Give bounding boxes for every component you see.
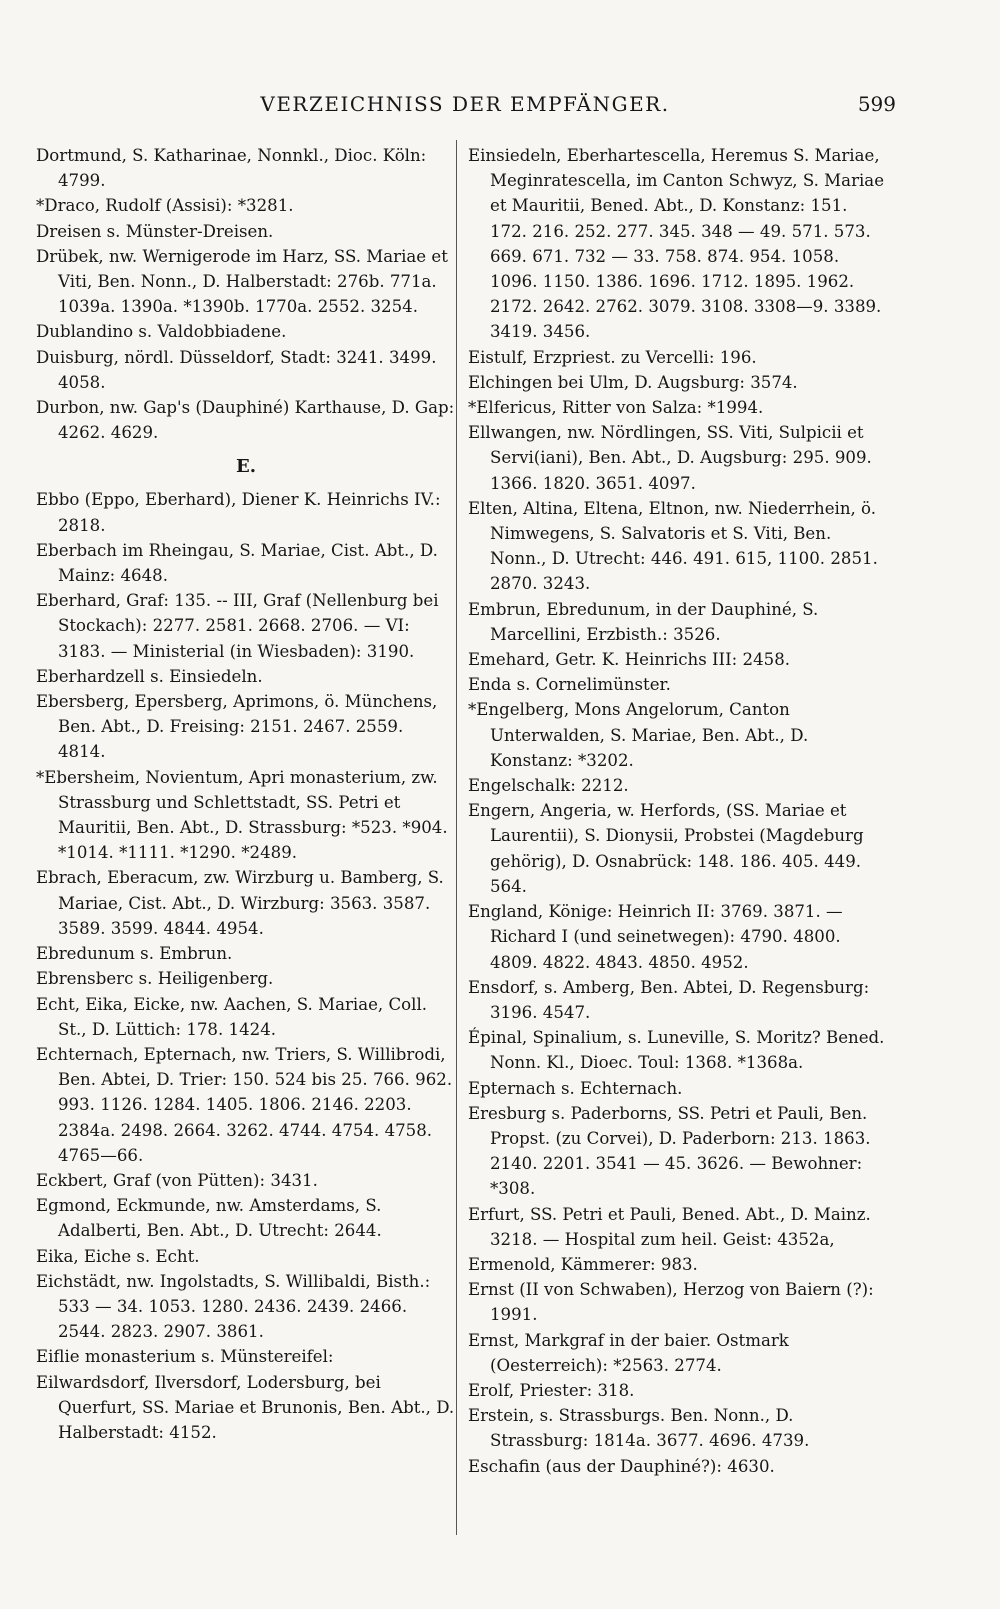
index-entry: Ermenold, Kämmerer: 983. xyxy=(468,1254,698,1274)
section-letter-heading: E. xyxy=(236,456,256,478)
index-entry: Ebbo (Eppo, Eberhard), Diener K. Heinrichs IV.: 2818. xyxy=(36,490,441,535)
index-entry: *Engelberg, Mons Angelorum, Canton Unterwalden, S. Mariae, Ben. Abt., D. Konstanz: *3202. xyxy=(468,700,809,770)
index-entry: Eckbert, Graf (von Pütten): 3431. xyxy=(36,1170,318,1190)
index-entry: Ernst (II von Schwaben), Herzog von Baiern (?): 1991. xyxy=(468,1280,874,1325)
page-header xyxy=(34,92,896,122)
index-entry: England, Könige: Heinrich II: 3769. 3871. — Richard I (und seinetwegen): 4790. 4800. 4809. 4822. 4843. 4850. 4952. xyxy=(468,902,843,972)
index-entry: Eistulf, Erzpriest. zu Vercelli: 196. xyxy=(468,347,757,367)
index-entry: Dreisen s. Münster-Dreisen. xyxy=(36,221,274,241)
index-entry: Elten, Altina, Eltena, Eltnon, nw. Niederrhein, ö. Nimwegens, S. Salvatoris et S. Viti, Ben. Nonn., D. Utrecht: 446. 491. 615, 1100. 2851. 2870. 3243. xyxy=(468,498,878,594)
index-entry: Elchingen bei Ulm, D. Augsburg: 3574. xyxy=(468,372,798,392)
index-entry: Ernst, Markgraf in der baier. Ostmark (Oesterreich): *2563. 2774. xyxy=(468,1330,789,1375)
index-entry: Enda s. Cornelimünster. xyxy=(468,675,671,695)
index-entry: Eberhardzell s. Einsiedeln. xyxy=(36,666,263,686)
index-entry: Ebredunum s. Embrun. xyxy=(36,944,233,964)
page-number: 599 xyxy=(857,92,896,116)
index-entry: Dortmund, S. Katharinae, Nonnkl., Dioc. Köln: 4799. xyxy=(36,146,427,191)
index-entry: Ellwangen, nw. Nördlingen, SS. Viti, Sulpicii et Servi(iani), Ben. Abt., D. Augsburg: 295. 909. 1366. 1820. 3651. 4097. xyxy=(468,423,872,493)
index-entry: Ebersberg, Epersberg, Aprimons, ö. Münchens, Ben. Abt., D. Freising: 2151. 2467. 2559. 4814. xyxy=(36,692,438,762)
index-entry: Engelschalk: 2212. xyxy=(468,776,629,796)
index-entry: Eschafin (aus der Dauphiné?): 4630. xyxy=(468,1456,775,1476)
right-column xyxy=(468,143,886,1479)
index-entry: Erfurt, SS. Petri et Pauli, Bened. Abt., D. Mainz. 3218. — Hospital zum heil. Geist: 4352a, xyxy=(468,1204,871,1249)
index-entry: Ensdorf, s. Amberg, Ben. Abtei, D. Regensburg: 3196. 4547. xyxy=(468,977,870,1022)
index-entry: Duisburg, nördl. Düsseldorf, Stadt: 3241. 3499. 4058. xyxy=(36,347,437,392)
index-entry: Dublandino s. Valdobbiadene. xyxy=(36,322,287,342)
index-entry: Egmond, Eckmunde, nw. Amsterdams, S. Adalberti, Ben. Abt., D. Utrecht: 2644. xyxy=(36,1196,382,1241)
index-entry: Eika, Eiche s. Echt. xyxy=(36,1246,200,1266)
index-entry: Eichstädt, nw. Ingolstadts, S. Willibaldi, Bisth.: 533 — 34. 1053. 1280. 2436. 2439. 2466. 2544. 2823. 2907. 3861. xyxy=(36,1271,431,1342)
left-column xyxy=(36,143,456,1445)
index-entry: Épinal, Spinalium, s. Luneville, S. Moritz? Bened. Nonn. Kl., Dioec. Toul: 1368. *1368a. xyxy=(468,1028,885,1073)
index-entry: Engern, Angeria, w. Herfords, (SS. Mariae et Laurentii), S. Dionysii, Probstei (Magdeburg gehörig), D. Osnabrück: 148. 186. 405. 449. 564. xyxy=(468,801,864,896)
index-entry: Einsiedeln, Eberhartescella, Heremus S. Mariae, Meginratescella, im Canton Schwyz, S. Mariae et Mauritii, Bened. Abt., D. Konstanz: 151. 172. 216. 252. 277. 345. 348 — 49. 571. 573. 669. 671. 732 — 33. 758. 874. 954. 1058. 1096. 1150. 1386. 1696. 1712. 1895. 1962. 2172. 2642. 2762. 3079. 3108. 3308—9. 3389. 3419. 3456. xyxy=(468,146,885,342)
index-entry: Eberhard, Graf: 135. -- III, Graf (Nellenburg bei Stockach): 2277. 2581. 2668. 2706. — VI: 3183. — Ministerial (in Wiesbaden): 3190. xyxy=(36,591,439,661)
index-entry: Drübek, nw. Wernigerode im Harz, SS. Mariae et Viti, Ben. Nonn., D. Halberstadt: 276b. 771a. 1039a. 1390a. *1390b. 1770a. 2552. 3254. xyxy=(36,246,448,317)
index-entry: Erolf, Priester: 318. xyxy=(468,1380,635,1400)
index-entry: Eresburg s. Paderborns, SS. Petri et Pauli, Ben. Propst. (zu Corvei), D. Paderborn: 213. 1863. 2140. 2201. 3541 — 45. 3626. — Bewohner: *308. xyxy=(468,1103,871,1199)
index-entry: Eilwardsdorf, Ilversdorf, Lodersburg, bei Querfurt, SS. Mariae et Brunonis, Ben. Abt., D. Halberstadt: 4152. xyxy=(36,1372,455,1442)
index-entry: Epternach s. Echternach. xyxy=(468,1078,683,1098)
index-entry: Ebrensberc s. Heiligenberg. xyxy=(36,969,274,989)
index-entry: *Draco, Rudolf (Assisi): *3281. xyxy=(36,196,294,216)
index-entry: Eiflie monasterium s. Münstereifel: xyxy=(36,1347,334,1367)
index-entry: *Elfericus, Ritter von Salza: *1994. xyxy=(468,398,764,418)
index-entry: Erstein, s. Strassburgs. Ben. Nonn., D. Strassburg: 1814a. 3677. 4696. 4739. xyxy=(468,1406,810,1451)
index-entry: *Ebersheim, Novientum, Apri monasterium, zw. Strassburg und Schlettstadt, SS. Petri et Mauritii, Ben. Abt., D. Strassburg: *523. *904. *1014. *1111. *1290. *2489. xyxy=(36,767,448,863)
index-entry: Embrun, Ebredunum, in der Dauphiné, S. Marcellini, Erzbisth.: 3526. xyxy=(468,599,819,644)
index-entry: Echt, Eika, Eicke, nw. Aachen, S. Mariae, Coll. St., D. Lüttich: 178. 1424. xyxy=(36,994,428,1039)
index-entry: Echternach, Epternach, nw. Triers, S. Willibrodi, Ben. Abtei, D. Trier: 150. 524 bis 25. 766. 962. 993. 1126. 1284. 1405. 1806. 2146. 2203. 2384a. 2498. 2664. 3262. 4744. 4754. 4758. 4765—66. xyxy=(36,1044,453,1165)
index-entry: Ebrach, Eberacum, zw. Wirzburg u. Bamberg, S. Mariae, Cist. Abt., D. Wirzburg: 3563. 3587. 3589. 3599. 4844. 4954. xyxy=(36,868,444,938)
index-entry: Emehard, Getr. K. Heinrichs III: 2458. xyxy=(468,650,791,670)
index-entry: Eberbach im Rheingau, S. Mariae, Cist. Abt., D. Mainz: 4648. xyxy=(36,540,438,586)
running-title: VERZEICHNISS DER EMPFÄNGER. xyxy=(260,92,670,116)
column-divider xyxy=(456,140,457,1535)
index-entry: Durbon, nw. Gap's (Dauphiné) Karthause, D. Gap: 4262. 4629. xyxy=(36,398,455,443)
